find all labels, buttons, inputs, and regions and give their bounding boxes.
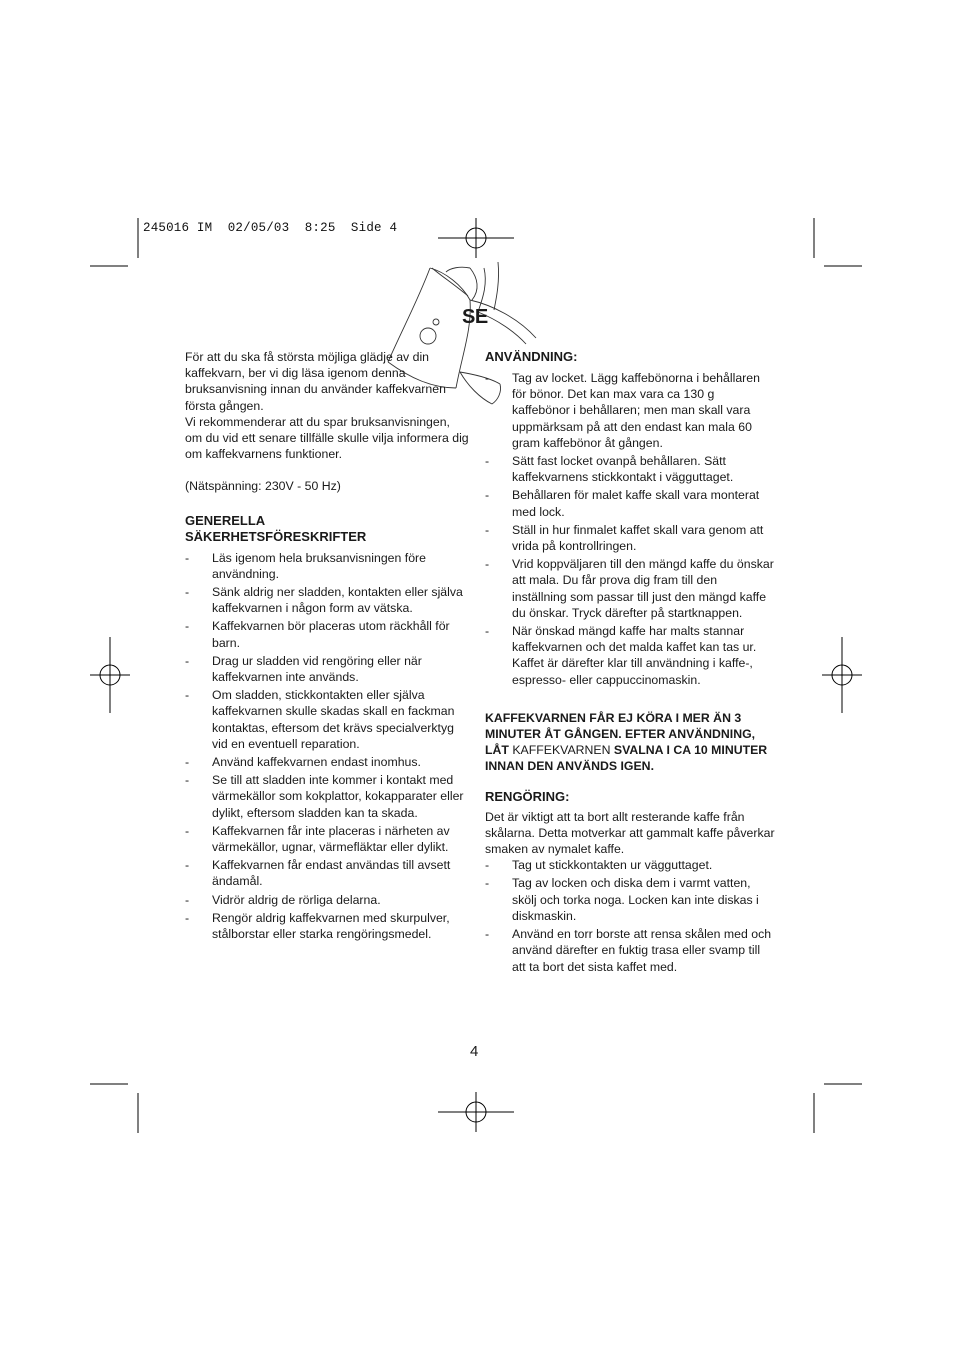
list-item: - Kaffekvarnen får endast användas till avsett ändamål. (185, 857, 470, 889)
voltage-text: (Nätspänning: 230V - 50 Hz) (185, 479, 341, 494)
list-item: - Vrid koppväljaren till den mängd kaffe du önskar att mala. Du får prova dig fram till den inställning som passar till just den mängd kaffe du önskar. Tryck därefter på startknappen. (485, 556, 775, 621)
right-column (485, 349, 775, 977)
warning-part2: KAFFEKVARNEN (508, 743, 614, 758)
list-item: - Rengör aldrig kaffekvarnen med skurpulver, stålborstar eller starka rengöringsmedel. (185, 910, 470, 942)
list-item: - Tag av locken och diska dem i varmt vatten, skölj och torka noga. Locken kan inte diskas i diskmaskin. (485, 875, 775, 924)
list-item: - Se till att sladden inte kommer i kontakt med värmekällor som kokplattor, kokapparater eller dylikt, eftersom sladden kan ta skada. (185, 772, 470, 821)
usage-list (485, 370, 775, 688)
list-item: - När önskad mängd kaffe har malts stannar kaffekvarnen och det malda kaffet kan tas ur. Kaffet är därefter klar till användning i kaffe-, espresso- eller cappuccinomaskin. (485, 623, 775, 688)
safety-heading-line1: GENERELLA (185, 512, 266, 528)
list-item: - Tag ut stickkontakten ur vägguttaget. (485, 857, 775, 873)
list-item: - Använd en torr borste att rensa skålen med och använd därefter en fuktig trasa eller svamp till att ta bort det sista kaffet med. (485, 926, 775, 975)
print-slug: 245016 IM 02/05/03 8:25 Side 4 (143, 221, 398, 235)
page-number: 4 (470, 1043, 479, 1060)
list-item: - Sänk aldrig ner sladden, kontakten eller själva kaffekvarnen i någon form av vätska. (185, 584, 470, 616)
list-item: - Vidrör aldrig de rörliga delarna. (185, 892, 470, 908)
registration-target-left (90, 637, 130, 713)
safety-heading-line2: SÄKERHETSFÖRESKRIFTER (185, 528, 367, 544)
usage-heading: ANVÄNDNING: (485, 349, 578, 364)
warning-text (485, 710, 775, 775)
list-item: - Behållaren för malet kaffe skall vara monterat med lock. (485, 487, 775, 519)
list-item: - Kaffekvarnen bör placeras utom räckhåll för barn. (185, 618, 470, 650)
warning-part1: KAFFEKVARNEN FÅR EJ KÖRA I MER ÄN 3 MINUTER ÅT GÅNGEN. EFTER ANVÄNDNING, LÅT (485, 710, 756, 758)
list-item: - Kaffekvarnen får inte placeras i närheten av värmekällor, ugnar, värmefläktar eller dylikt. (185, 823, 470, 855)
warning-part3: SVALNA I CA 10 MINUTER INNAN DEN ANVÄNDS IGEN. (485, 743, 768, 774)
cleaning-intro: Det är viktigt att ta bort allt resterande kaffe från skålarna. Detta motverkar att gammalt kaffe påverkar smaken av nymalet kaffe. (485, 809, 775, 857)
list-item: - Drag ur sladden vid rengöring eller när kaffekvarnen inte används. (185, 653, 470, 685)
safety-heading (185, 513, 470, 545)
list-item: - Använd kaffekvarnen endast inomhus. (185, 754, 470, 770)
list-item: - Ställ in hur finmalet kaffet skall vara genom att vrida på kontrollringen. (485, 522, 775, 554)
intro-paragraph: För att du ska få största möjliga glädje av din kaffekvarn, ber vi dig läsa igenom denna bruksanvisning innan du använder kaffekvarnen första gången. (185, 350, 446, 413)
intro-paragraph-2: Vi rekommenderar att du spar bruksanvisningen, om du vid ett senare tillfälle skulle vilja informera dig om kaffekvarnens funktioner. (185, 414, 469, 462)
registration-target-bottom (438, 1092, 514, 1132)
safety-list (185, 550, 470, 943)
language-tag: SE (462, 306, 488, 328)
list-item: - Om sladden, stickkontakten eller själva kaffekvarnen skulle skadas skall en fackman kontaktas, eftersom det krävs specialverktyg vid en eventuell reparation. (185, 687, 470, 752)
registration-target-right (822, 637, 862, 713)
list-item: - Tag av locket. Lägg kaffebönorna i behållaren för bönor. Det kan max vara ca 130 g kaffebönor i behållaren; men man skall vara uppmärksam på att den endast kan mala 60 gram kaffebönor åt gången. (485, 370, 775, 451)
registration-target-top (438, 218, 514, 258)
left-column (185, 349, 470, 944)
cleaning-heading: RENGÖRING: (485, 788, 570, 804)
list-item: - Läs igenom hela bruksanvisningen före användning. (185, 550, 470, 582)
cleaning-list (485, 857, 775, 974)
list-item: - Sätt fast locket ovanpå behållaren. Sätt kaffekvarnens stickkontakt i vägguttaget. (485, 453, 775, 485)
